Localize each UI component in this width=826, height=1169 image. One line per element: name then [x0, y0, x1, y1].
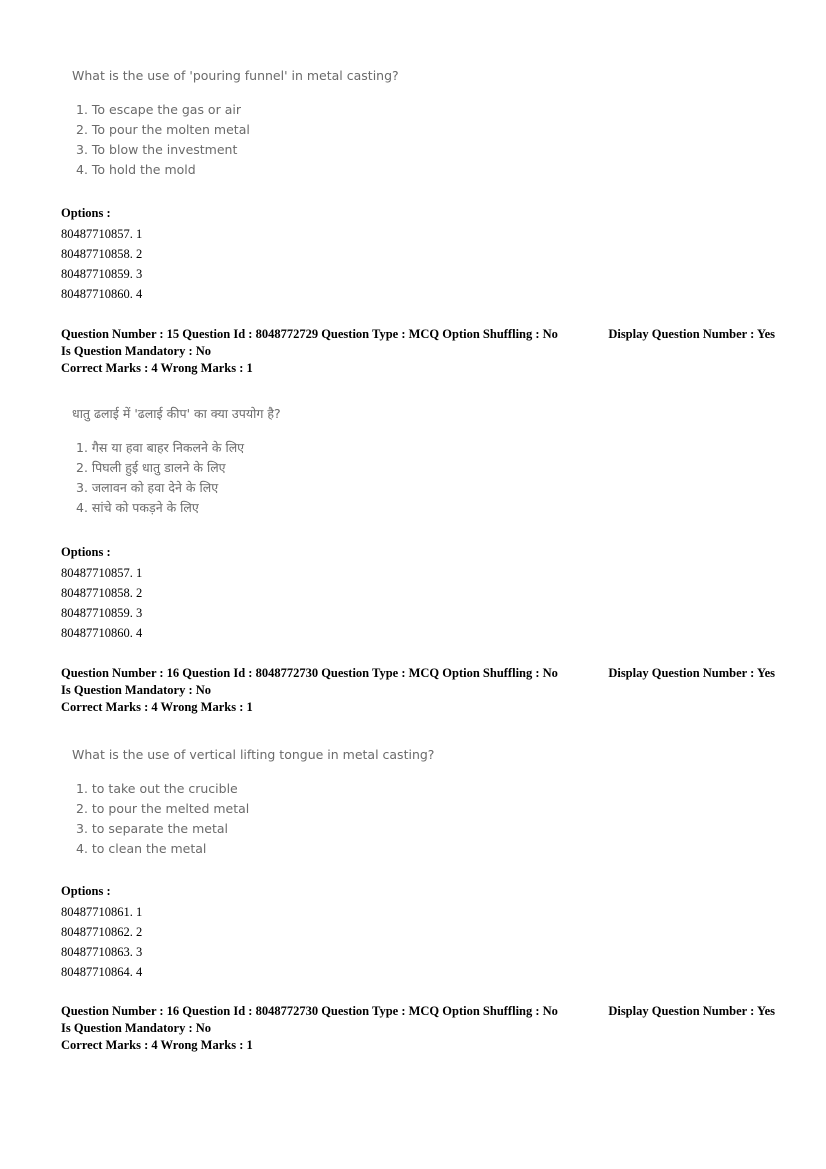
option-row: 80487710862. 2 [61, 925, 143, 939]
meta-mandatory: Is Question Mandatory : No [61, 344, 212, 358]
meta-display-number: Display Question Number : Yes [608, 1004, 775, 1018]
meta-marks: Correct Marks : 4 Wrong Marks : 1 [61, 361, 253, 375]
option-row: 80487710858. 2 [61, 247, 143, 261]
question-meta [61, 1003, 775, 1054]
meta-mandatory: Is Question Mandatory : No [61, 1021, 212, 1035]
option-row: 80487710860. 4 [61, 626, 143, 640]
option-row: 80487710859. 3 [61, 267, 143, 281]
question-image [72, 68, 399, 180]
options-label: Options : [61, 545, 111, 559]
question-option: 1. To escape the gas or air [76, 102, 241, 117]
option-row: 80487710857. 1 [61, 566, 143, 580]
meta-question-info: Question Number : 16 Question Id : 8048772730 Question Type : MCQ Option Shuffling : No [61, 1004, 558, 1018]
meta-question-info: Question Number : 16 Question Id : 8048772730 Question Type : MCQ Option Shuffling : No [61, 666, 558, 680]
question-option: 4. To hold the mold [76, 162, 196, 177]
question-image [72, 747, 434, 859]
question-image [72, 406, 281, 518]
option-row: 80487710859. 3 [61, 606, 143, 620]
question-option: 3. to separate the metal [76, 821, 228, 836]
question-text: What is the use of 'pouring funnel' in metal casting? [72, 68, 399, 83]
meta-mandatory: Is Question Mandatory : No [61, 683, 212, 697]
option-row: 80487710857. 1 [61, 227, 143, 241]
option-row: 80487710861. 1 [61, 905, 143, 919]
options-list [61, 543, 142, 643]
options-label: Options : [61, 884, 111, 898]
meta-marks: Correct Marks : 4 Wrong Marks : 1 [61, 1038, 253, 1052]
question-option: 1. to take out the crucible [76, 781, 238, 796]
question-option: 2. to pour the melted metal [76, 801, 250, 816]
question-meta [61, 326, 775, 377]
option-row: 80487710858. 2 [61, 586, 143, 600]
options-label: Options : [61, 206, 111, 220]
question-option: 4. सांचे को पकड़ने के लिए [76, 500, 199, 515]
meta-marks: Correct Marks : 4 Wrong Marks : 1 [61, 700, 253, 714]
option-row: 80487710863. 3 [61, 945, 143, 959]
options-list [61, 882, 142, 982]
question-option: 4. to clean the metal [76, 841, 207, 856]
option-row: 80487710864. 4 [61, 965, 143, 979]
question-text: What is the use of vertical lifting tongue in metal casting? [72, 747, 435, 762]
options-list [61, 204, 142, 304]
question-option: 2. पिघली हुई धातु डालने के लिए [76, 460, 226, 475]
question-text: धातु ढलाई में 'ढलाई कीप' का क्या उपयोग है? [72, 406, 281, 421]
meta-display-number: Display Question Number : Yes [608, 666, 775, 680]
question-meta [61, 665, 775, 716]
meta-question-info: Question Number : 15 Question Id : 8048772729 Question Type : MCQ Option Shuffling : No [61, 327, 558, 341]
question-option: 2. To pour the molten metal [76, 122, 250, 137]
question-option: 1. गैस या हवा बाहर निकलने के लिए [76, 440, 245, 455]
meta-display-number: Display Question Number : Yes [608, 327, 775, 341]
question-option: 3. To blow the investment [76, 142, 238, 157]
question-option: 3. जलावन को हवा देने के लिए [76, 480, 219, 495]
option-row: 80487710860. 4 [61, 287, 143, 301]
